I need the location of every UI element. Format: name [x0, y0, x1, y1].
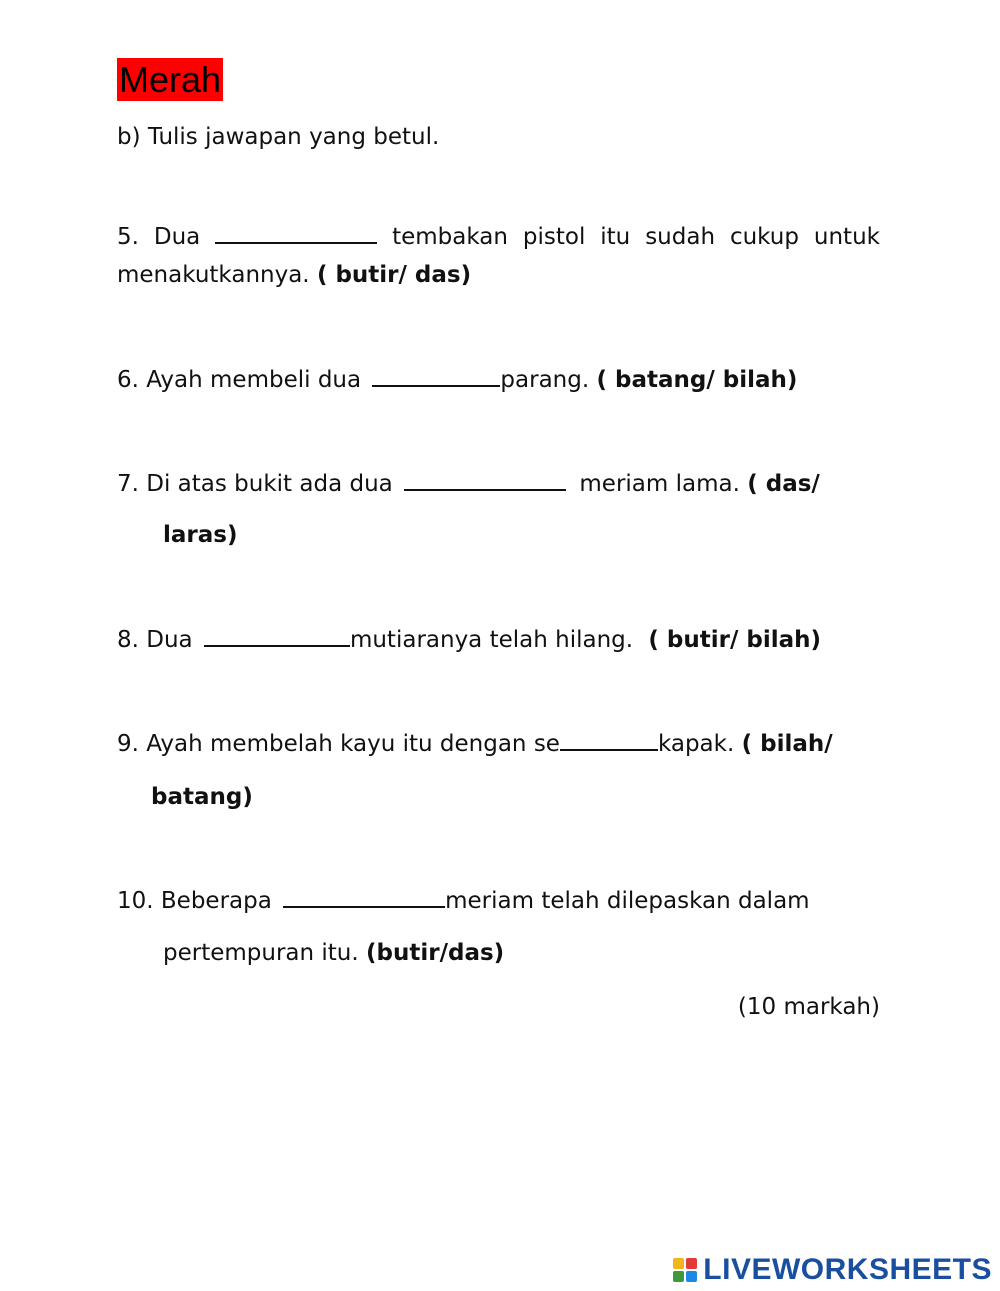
- q9-options-part-2: batang): [151, 784, 253, 810]
- q8-text-after: mutiaranya telah hilang.: [349, 627, 634, 653]
- logo-square: [686, 1258, 697, 1269]
- q5-word: untuk: [813, 224, 880, 250]
- question-9-line-1: [117, 729, 833, 759]
- q7-answer-blank[interactable]: [404, 469, 566, 491]
- q10-text: pertempuran itu.: [163, 940, 359, 966]
- logo-square: [673, 1258, 684, 1269]
- logo-square: [673, 1271, 684, 1282]
- q8-answer-blank[interactable]: [204, 625, 350, 647]
- q9-options-part-1: ( bilah/: [741, 731, 833, 757]
- instruction-text: b) Tulis jawapan yang betul.: [117, 124, 440, 150]
- question-10-line-1: [117, 886, 810, 916]
- brand-name: LIVEWORKSHEETS: [703, 1253, 992, 1286]
- q6-text-after: parang.: [500, 367, 590, 393]
- q10-text-before: 10. Beberapa: [117, 888, 272, 914]
- q6-answer-blank[interactable]: [372, 365, 500, 387]
- logo-square: [686, 1271, 697, 1282]
- question-10-line-2: [163, 938, 504, 968]
- q5-word: Dua: [153, 224, 201, 250]
- q8-text-before: 8. Dua: [117, 627, 193, 653]
- q8-options: ( butir/ bilah): [648, 627, 821, 653]
- q7-text-after: meriam lama.: [579, 471, 740, 497]
- q9-answer-blank[interactable]: [560, 729, 658, 751]
- total-marks: (10 markah): [737, 994, 880, 1020]
- question-8: [117, 625, 821, 655]
- q9-text-after: kapak.: [657, 731, 735, 757]
- q5-word: sudah: [645, 224, 716, 250]
- liveworksheets-logo-icon: [673, 1258, 697, 1282]
- liveworksheets-brand: [673, 1254, 992, 1286]
- q10-text-after: meriam telah dilepaskan dalam: [445, 888, 810, 914]
- q5-answer-blank[interactable]: [215, 222, 377, 244]
- q5-word: tembakan: [392, 224, 508, 250]
- question-5-line-1: [117, 222, 880, 252]
- q7-text-before: 7. Di atas bukit ada dua: [117, 471, 393, 497]
- q10-options: (butir/das): [366, 940, 505, 966]
- q6-text-before: 6. Ayah membeli dua: [117, 367, 362, 393]
- q5-number: 5.: [117, 224, 139, 250]
- question-7-line-1: [117, 469, 820, 499]
- question-6: [117, 365, 797, 395]
- q6-options: ( batang/ bilah): [596, 367, 798, 393]
- q9-text-before: 9. Ayah membelah kayu itu dengan se: [117, 731, 560, 757]
- q7-options-part-2: laras): [163, 522, 238, 548]
- q5-options: ( butir/ das): [316, 262, 472, 288]
- header-label: Merah: [119, 59, 222, 100]
- q5-text: menakutkannya.: [117, 262, 310, 288]
- q10-answer-blank[interactable]: [283, 886, 445, 908]
- question-5-line-2: [117, 260, 471, 290]
- q5-word: pistol: [522, 224, 586, 250]
- q5-word: cukup: [729, 224, 799, 250]
- q7-options-part-1: ( das/: [747, 471, 820, 497]
- q5-word: itu: [600, 224, 631, 250]
